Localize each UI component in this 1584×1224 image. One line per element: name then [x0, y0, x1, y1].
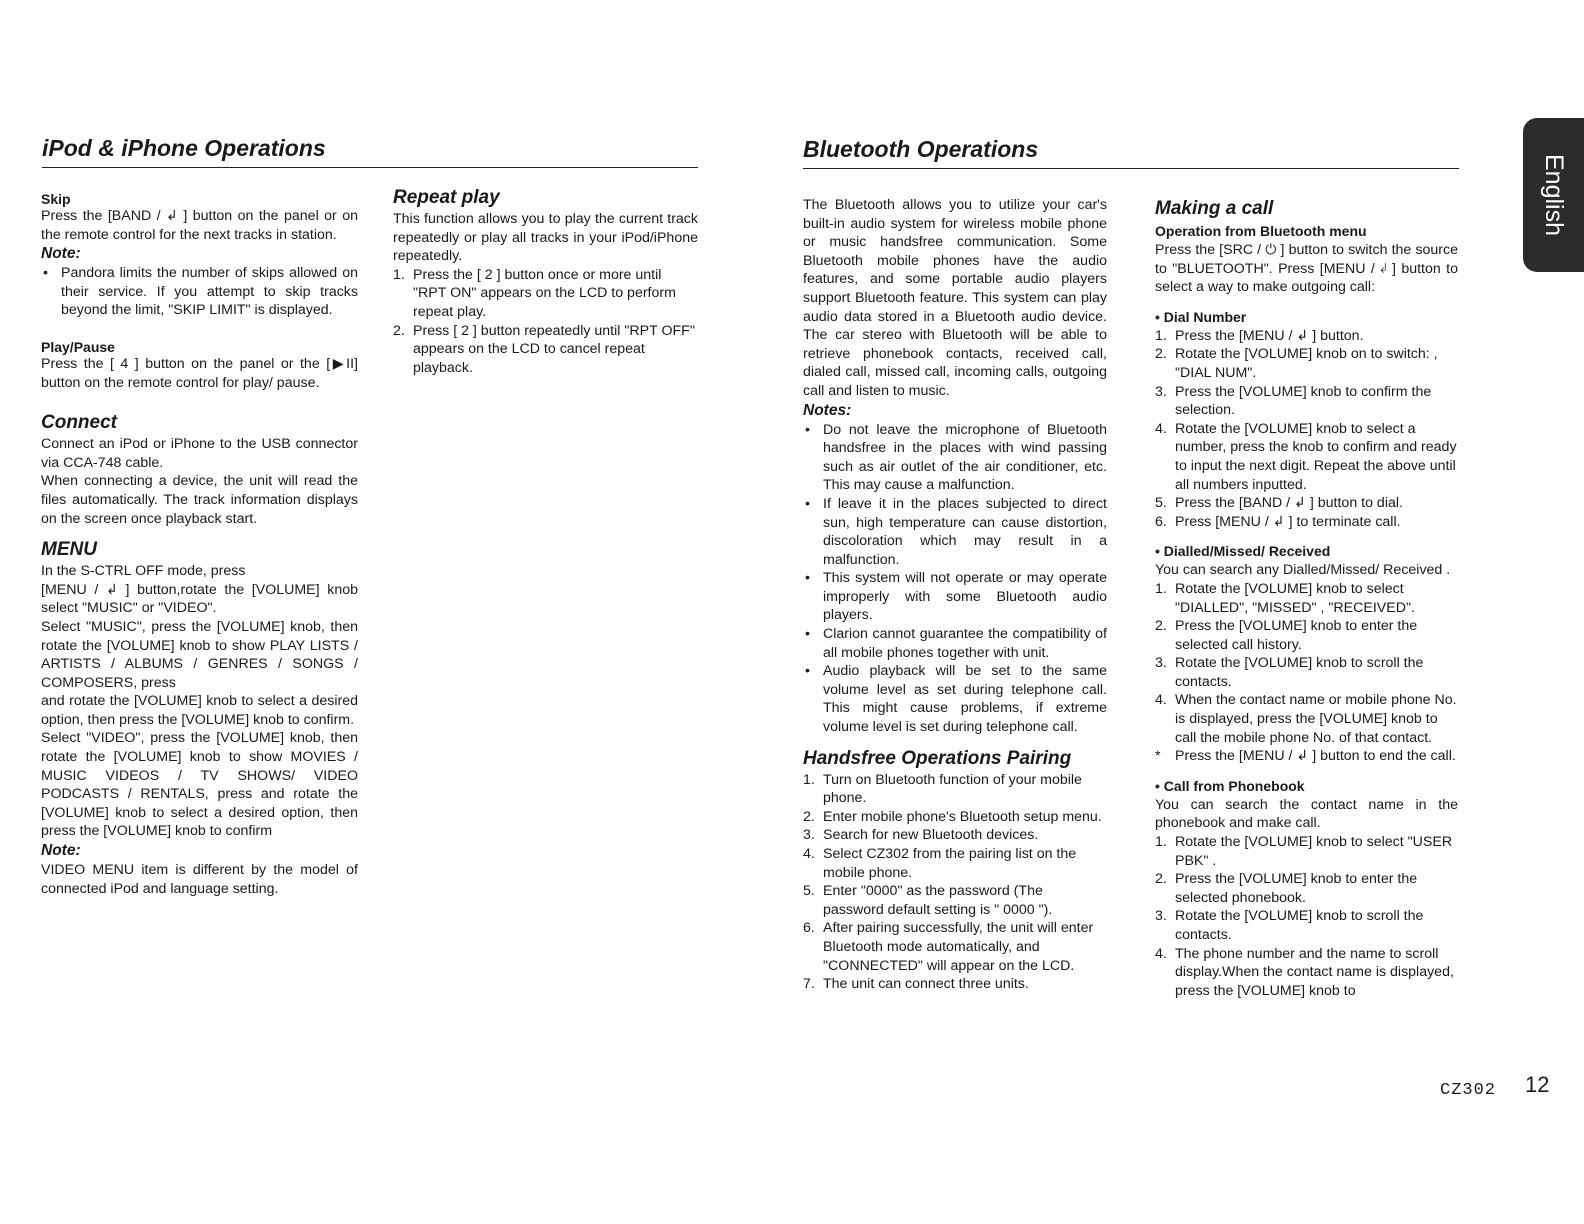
skip-note-label: Note: — [41, 245, 81, 263]
connect-p1: Connect an iPod or iPhone to the USB connector via CCA-748 cable. — [41, 436, 358, 471]
menu-p1: In the S-CTRL OFF mode, press — [41, 563, 246, 580]
skip-text: Press the [BAND / ↲ ] button on the panel or on the remote control for the next tracks in station. — [41, 208, 358, 243]
language-tab — [1523, 118, 1584, 272]
list-item: 1. Press the [ 2 ] button once or more until "RPT ON" appears on the LCD to perform repeat play. — [393, 266, 676, 320]
list-item: 3. Press the [VOLUME] knob to confirm the selection. — [1155, 383, 1432, 419]
play-pause-text: Press the [ 4 ] button on the panel or the [▶II] button on the remote control for play/ pause. — [41, 355, 358, 391]
section-heading-ipod: iPod & iPhone Operations — [42, 134, 698, 168]
notes-label: Notes: — [803, 401, 852, 419]
column-ipod-1 — [41, 191, 358, 898]
phonebook-label: • Call from Phonebook — [1155, 777, 1305, 794]
list-item: • Audio playback will be set to the same volume level as set during telephone call. This might cause problems, if extreme volume level is set during telephone call. — [803, 662, 1107, 736]
column-ipod-2 — [393, 186, 698, 377]
list-item: • This system will not operate or may operate improperly with some Bluetooth audio players. — [803, 569, 1107, 625]
menu-note: VIDEO MENU item is different by the model of connected iPod and language setting. — [41, 862, 358, 897]
list-item: 2. Press the [VOLUME] knob to enter the selected call history. — [1155, 618, 1418, 653]
phonebook-intro: You can search the contact name in the phonebook and make call. — [1155, 796, 1458, 832]
language-tab-label: English — [1540, 154, 1568, 236]
list-item: 5. Enter "0000" as the password (The password default setting is " 0000 "). — [803, 883, 1053, 918]
list-item: 1. Turn on Bluetooth function of your mobile phone. — [803, 771, 1082, 807]
page-number: 12 — [1525, 1072, 1550, 1097]
list-item: 7. The unit can connect three units. — [803, 976, 1029, 993]
connect-title: Connect — [41, 412, 117, 434]
operation-label: Operation from Bluetooth menu — [1155, 223, 1367, 239]
skip-note-item: • Pandora limits the number of skips allowed on their service. If you attempt to skip tracks beyond the limit, "SKIP LIMIT" is displayed. — [41, 264, 358, 320]
repeat-steps — [393, 266, 698, 378]
skip-label: Skip — [41, 191, 71, 207]
pairing-steps — [803, 771, 1107, 994]
notes-list — [803, 421, 1107, 737]
repeat-title: Repeat play — [393, 187, 500, 208]
bluetooth-intro: The Bluetooth allows you to utilize your car's built-in audio system for wireless mobile phone or music handsfree communication. Some Bluetooth mobile phones have the audio features, and some portable audio players support Bluetooth feature. This system can play audio data stored in a Bluetooth audio device. The car stereo with Bluetooth will be able to retrieve phonebook contacts, received call, dialed call, missed call, incoming calls, outgoing call and listen to music. — [803, 197, 1107, 399]
pairing-title: Handsfree Operations Pairing — [803, 747, 1072, 769]
menu-title: MENU — [41, 539, 97, 561]
list-item: • Do not leave the microphone of Bluetooth handsfree in the places with wind passing such as air outlet of the air conditioner, etc. This may cause a malfunction. — [803, 421, 1107, 495]
list-item: 3. Rotate the [VOLUME] knob to scroll the contacts. — [1155, 908, 1424, 943]
list-item: 3. Rotate the [VOLUME] knob to scroll the contacts. — [1155, 655, 1424, 690]
repeat-intro: This function allows you to play the current track repeatedly or play all tracks in your iPod/iPhone repeatedly. — [393, 211, 698, 265]
list-item: 2. Enter mobile phone's Bluetooth setup menu. — [803, 808, 1102, 825]
dialled-steps — [1155, 580, 1458, 766]
dial-number-label: • Dial Number — [1155, 308, 1247, 325]
column-bluetooth-2 — [1155, 197, 1458, 1000]
play-pause-label: Play/Pause — [41, 338, 115, 355]
phonebook-steps — [1155, 833, 1458, 1000]
dial-steps — [1155, 327, 1458, 532]
menu-note-label: Note: — [41, 842, 81, 860]
list-item: * Press the [MENU / ↲ ] button to end the call. — [1155, 748, 1456, 765]
list-item: • Clarion cannot guarantee the compatibility of all mobile phones together with unit. — [803, 625, 1107, 662]
list-item: 2. Rotate the [VOLUME] knob on to switch: , "DIAL NUM". — [1155, 346, 1438, 381]
list-item: 1. Rotate the [VOLUME] knob to select "USER PBK" . — [1155, 834, 1453, 869]
list-item: 4. The phone number and the name to scroll display.When the contact name is displayed, press the [VOLUME] knob to — [1155, 945, 1454, 999]
list-item: 1. Rotate the [VOLUME] knob to select "DIALLED", "MISSED" , "RECEIVED". — [1155, 580, 1415, 616]
list-item: 4. Select CZ302 from the pairing list on the mobile phone. — [803, 846, 1077, 881]
list-item: 3. Search for new Bluetooth devices. — [803, 827, 1039, 844]
list-item: 4. Rotate the [VOLUME] knob to select a number, press the knob to confirm and ready to input the next digit. Repeat the above until all numbers inputted. — [1155, 420, 1457, 493]
list-item: 2. Press [ 2 ] button repeatedly until "RPT OFF" appears on the LCD to cancel repeat playback. — [393, 322, 695, 376]
list-item: 5. Press the [BAND / ↲ ] button to dial. — [1155, 495, 1403, 512]
column-bluetooth-1 — [803, 196, 1107, 994]
operation-text: Press the [SRC / ⏻ ] button to switch the source to "BLUETOOTH". Press [MENU / ↲ ] button to select a way to make outgoing call: — [1155, 242, 1458, 296]
list-item: 1. Press the [MENU / ↲ ] button. — [1155, 327, 1364, 344]
dialled-intro: You can search any Dialled/Missed/ Received . — [1155, 562, 1451, 579]
list-item: 2. Press the [VOLUME] knob to enter the selected phonebook. — [1155, 871, 1418, 906]
list-item: 4. When the contact name or mobile phone No. is displayed, press the [VOLUME] knob to call the mobile phone No. of that contact. — [1155, 692, 1457, 746]
dialled-label: • Dialled/Missed/ Received — [1155, 543, 1331, 560]
list-item: 6. After pairing successfully, the unit will enter Bluetooth mode automatically, and "CONNECTED" will appear on the LCD. — [803, 920, 1094, 974]
list-item: 6. Press [MENU / ↲ ] to terminate call. — [1155, 513, 1401, 530]
skip-note-list — [41, 264, 358, 320]
connect-p2: When connecting a device, the unit will read the files automatically. The track information displays on the screen once playback start. — [41, 473, 358, 527]
list-item: • If leave it in the places subjected to direct sun, high temperature can cause distortion, discoloration which may result in a malfunction. — [803, 495, 1107, 569]
call-title: Making a call — [1155, 198, 1274, 219]
menu-p2: [MENU / ↲ ] button,rotate the [VOLUME] knob select "MUSIC" or "VIDEO". — [41, 581, 358, 617]
menu-p4: and rotate the [VOLUME] knob to select a desired option, then press the [VOLUME] knob to confirm. — [41, 693, 358, 728]
model-number: CZ302 — [1440, 1081, 1497, 1100]
menu-p5: Select "VIDEO", press the [VOLUME] knob, then rotate the [VOLUME] knob to show MOVIES / MUSIC VIDEOS / TV SHOWS/ VIDEO PODCASTS / RENTALS, press and rotate the [VOLUME] knob to select a desired option, then press the [VOLUME] knob to confirm — [41, 730, 358, 840]
section-heading-bluetooth: Bluetooth Operations — [803, 135, 1459, 169]
menu-p3: Select "MUSIC", press the [VOLUME] knob, then rotate the [VOLUME] knob to show PLAY LISTS / ARTISTS / ALBUMS / GENRES / SONGS / COMPOSERS, press — [41, 618, 358, 691]
